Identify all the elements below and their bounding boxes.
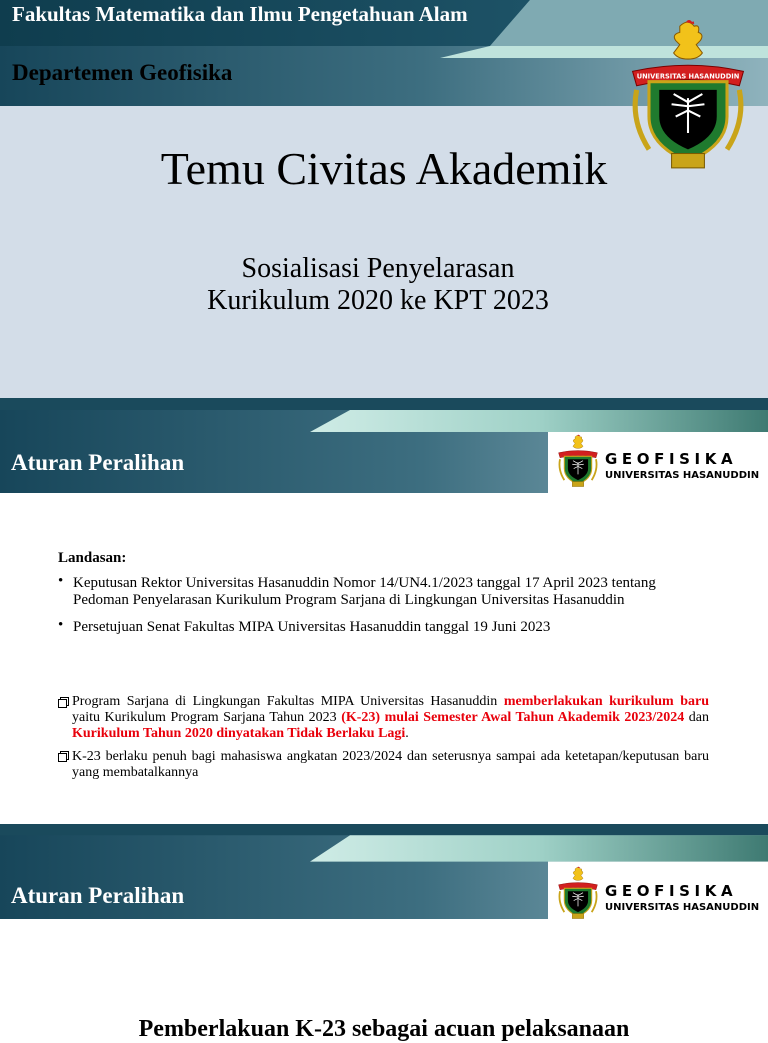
point-1-text-a: Program Sarjana di Lingkungan Fakultas MIPA Universitas Hasanuddin bbox=[72, 694, 504, 709]
subtitle-line-2: Kurikulum 2020 ke KPT 2023 bbox=[207, 285, 549, 316]
bullet-1-line-2: Pedoman Penyelarasan Kurikulum Program Sarjana di Lingkungan Universitas Hasanuddin bbox=[73, 592, 625, 608]
cut-off-heading: Pemberlakuan K-23 sebagai acuan pelaksanaan bbox=[138, 1016, 630, 1042]
point-1-emphasis-b: (K-23) mulai Semester Awal Tahun Akademik 2023/2024 bbox=[341, 710, 685, 725]
point-1-text-d: . bbox=[405, 726, 409, 741]
point-1-emphasis-a: memberlakukan kurikulum baru bbox=[503, 694, 709, 709]
emblem-ribbon-text: UNIVERSITAS HASANUDDIN bbox=[636, 72, 740, 81]
unhas-emblem-icon bbox=[556, 866, 600, 920]
bullet-text-1 bbox=[73, 575, 733, 609]
point-2: K-23 berlaku penuh bagi mahasiswa angkatan 2023/2024 dan seterusnya sampai ada ketetapan/keputusan baru yang membatalkannya bbox=[72, 749, 709, 780]
checkbox-bullet-icon bbox=[58, 697, 69, 708]
bullet-1-line-1: Keputusan Rektor Universitas Hasanuddin Nomor 14/UN4.1/2023 tanggal 17 April 2023 tentang bbox=[73, 575, 656, 591]
subtitle-line-1: Sosialisasi Penyelarasan bbox=[241, 253, 515, 284]
brand-name: GEOFISIKA bbox=[605, 450, 738, 468]
section-title: Aturan Peralihan bbox=[11, 450, 185, 475]
brand-name: GEOFISIKA bbox=[605, 882, 738, 900]
slide-title: Temu Civitas Akademik bbox=[160, 143, 608, 194]
dot-bullet-icon: • bbox=[58, 573, 64, 589]
rules-slide-continued bbox=[0, 824, 768, 1042]
unhas-emblem-icon bbox=[556, 434, 600, 488]
point-1-emphasis-c: Kurikulum Tahun 2020 dinyatakan Tidak Berlaku Lagi bbox=[72, 726, 406, 741]
faculty-name: Fakultas Matematika dan Ilmu Pengetahuan Alam bbox=[12, 2, 468, 26]
rules-slide bbox=[0, 398, 768, 824]
bullet-text-2: Persetujuan Senat Fakultas MIPA Universitas Hasanuddin tanggal 19 Juni 2023 bbox=[73, 619, 551, 635]
point-1 bbox=[72, 694, 709, 742]
dot-bullet-icon: • bbox=[58, 617, 64, 633]
point-1-text-c: dan bbox=[684, 710, 709, 725]
brand-university: UNIVERSITAS HASANUDDIN bbox=[605, 902, 760, 913]
brand-university: UNIVERSITAS HASANUDDIN bbox=[605, 470, 760, 481]
department-name: Departemen Geofisika bbox=[12, 60, 233, 85]
title-slide bbox=[0, 0, 768, 398]
landasan-label: Landasan: bbox=[58, 550, 127, 566]
section-title: Aturan Peralihan bbox=[11, 883, 185, 908]
point-1-text-b: yaitu Kurikulum Program Sarjana Tahun 2023 bbox=[72, 710, 342, 725]
checkbox-bullet-icon bbox=[58, 751, 69, 762]
